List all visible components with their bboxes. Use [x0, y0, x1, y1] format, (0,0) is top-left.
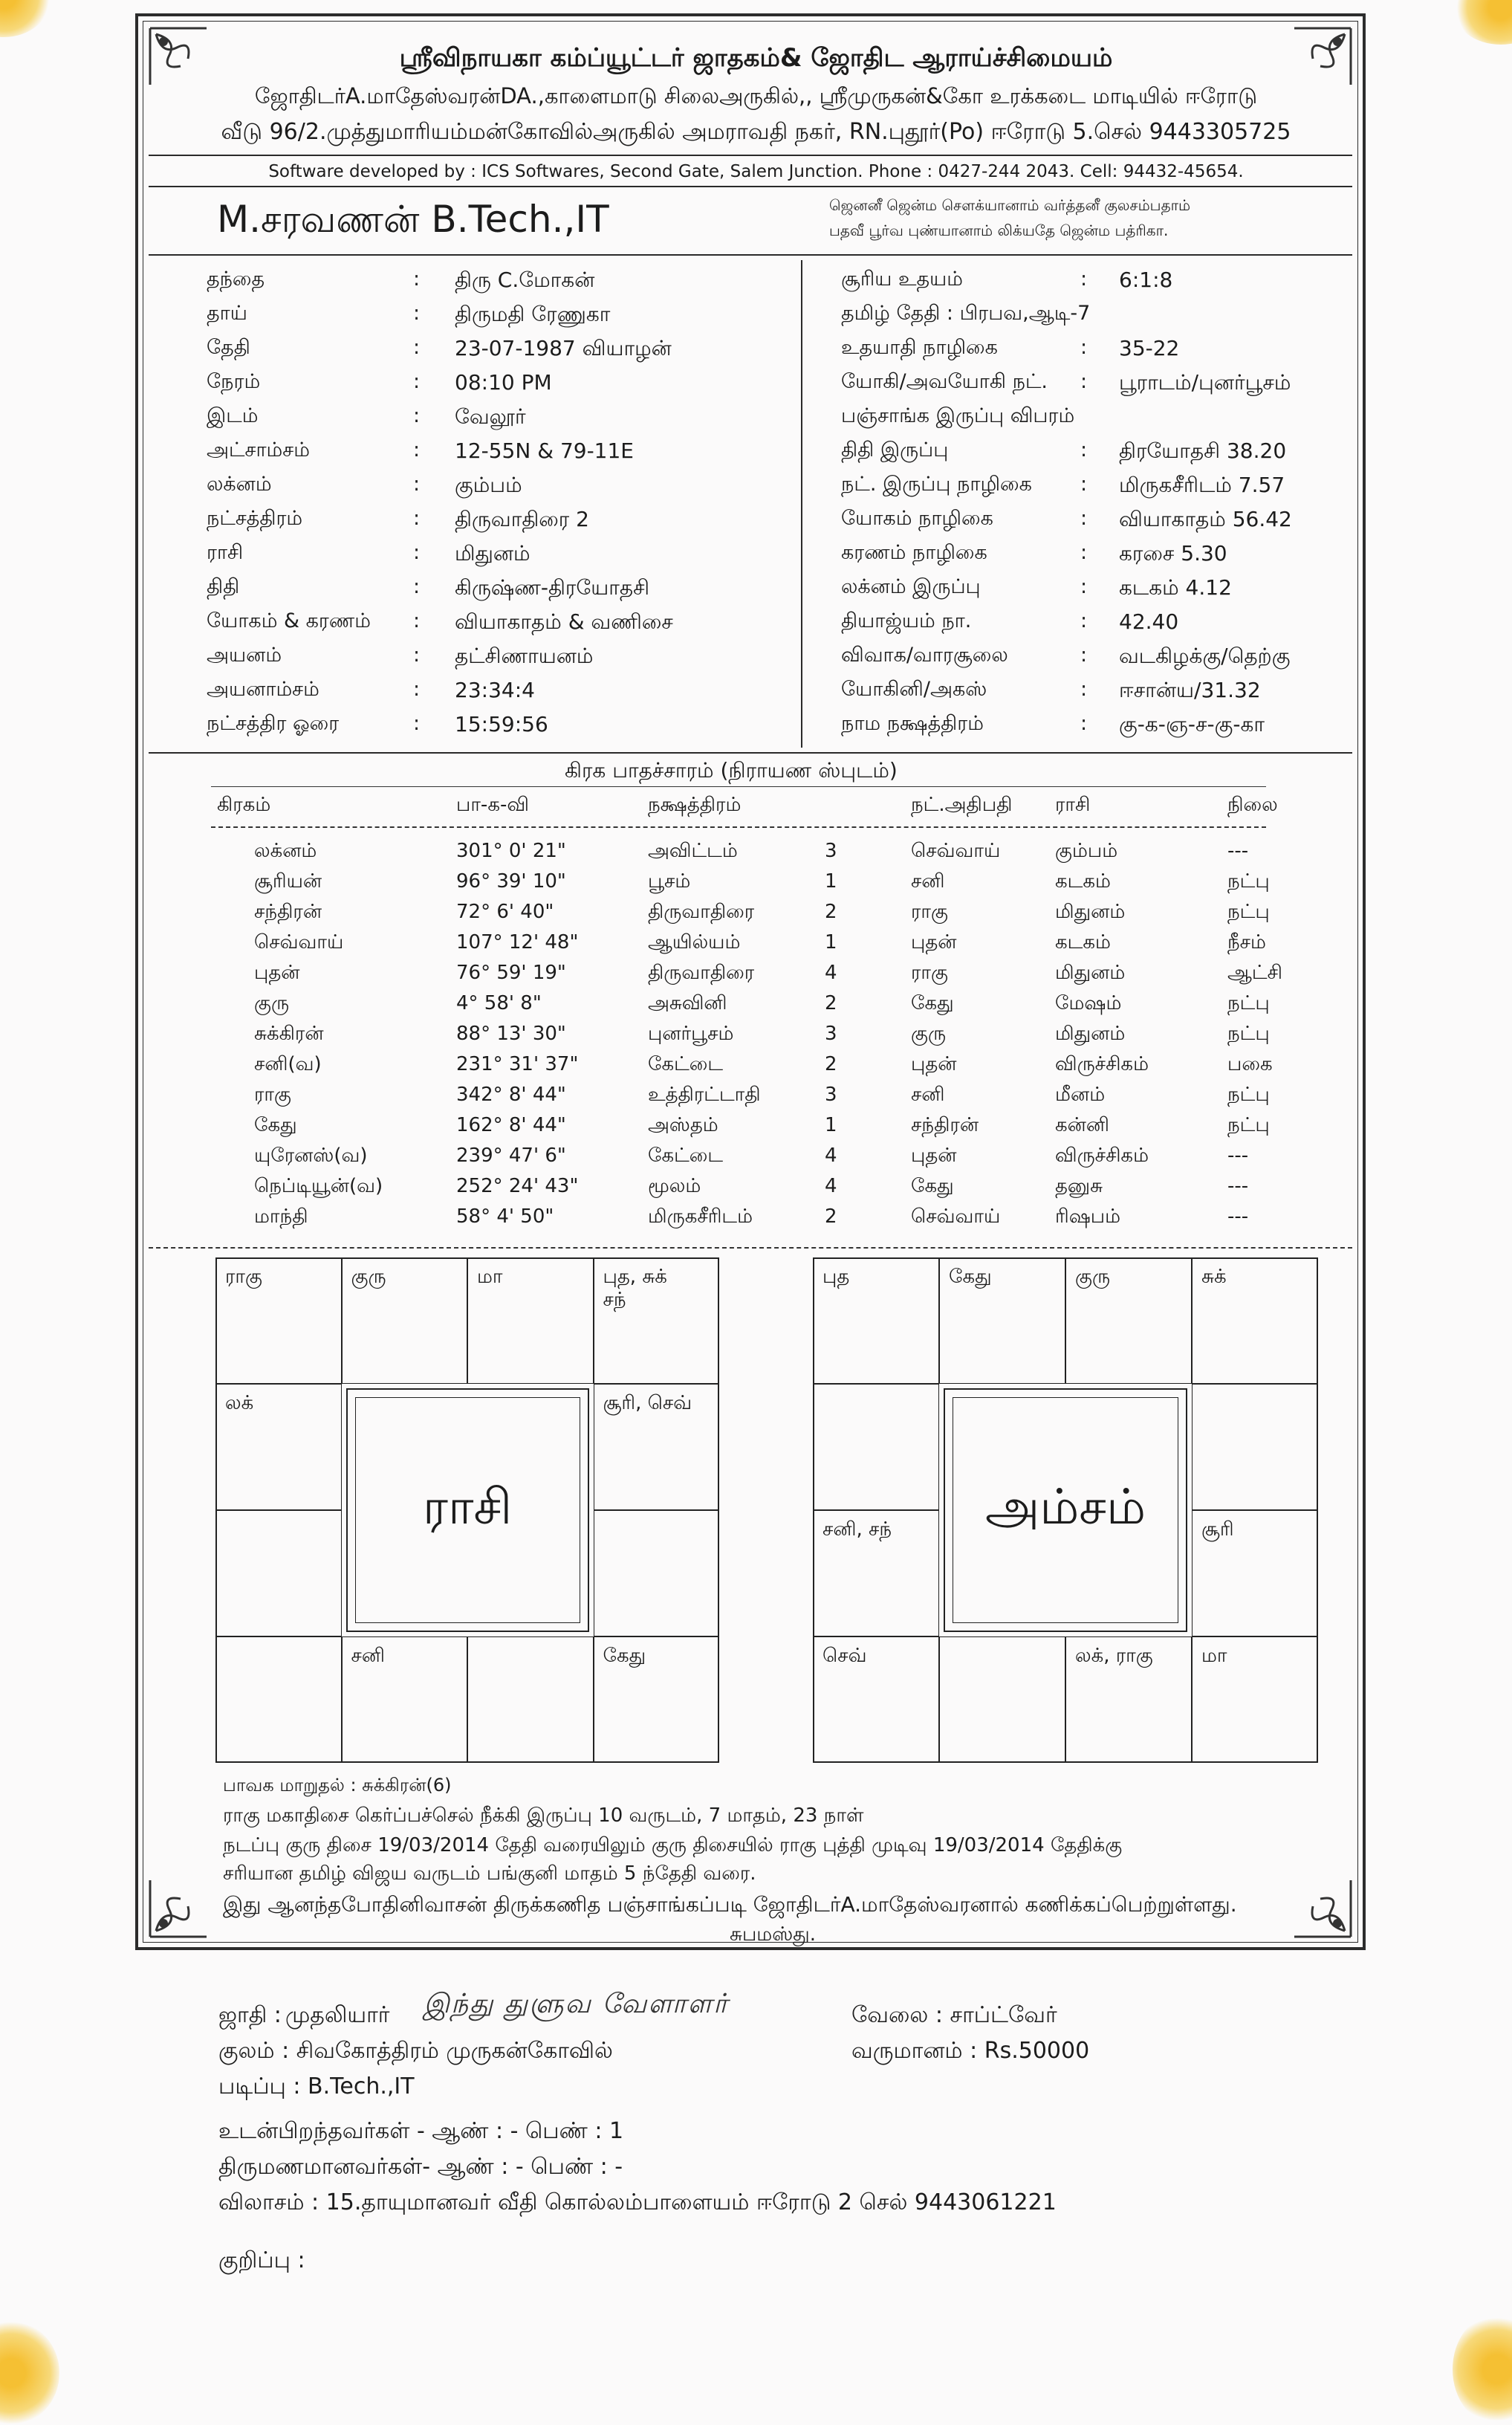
detail-value: வேலூர் [455, 404, 526, 429]
house-planets: புத, சுக் சந் [603, 1266, 667, 1312]
table-cell: மேஷம் [1055, 992, 1122, 1014]
table-cell: 107° 12' 48" [456, 931, 579, 954]
divider [149, 752, 1352, 754]
table-cell: குரு [911, 1023, 947, 1045]
detail-value: பூராடம்/புனர்பூசம் [1119, 370, 1291, 395]
detail-value: 15:59:56 [455, 712, 548, 736]
table-cell: விருச்சிகம் [1055, 1144, 1149, 1167]
detail-value: 35-22 [1119, 336, 1180, 360]
table-divider [149, 1247, 1352, 1249]
table-cell: விருச்சிகம் [1055, 1053, 1149, 1075]
table-cell: செவ்வாய் [254, 931, 344, 954]
address-line: வீடு 96/2.முத்துமாரியம்மன்கோவில்அருகில் அமராவதி நகர், RN.புதூர்(Po) ஈரோடு 5.செல் 9443305725 [221, 119, 1291, 145]
table-divider [211, 826, 1266, 828]
detail-separator: : [1080, 575, 1088, 598]
table-cell: கேது [911, 992, 954, 1014]
detail-label: இடம் [207, 404, 259, 427]
remarks-label: குறிப்பு : [218, 2247, 305, 2273]
chart-center [944, 1388, 1187, 1632]
detail-separator: : [1080, 712, 1088, 735]
house-planets: கேது [603, 1645, 646, 1667]
table-cell: கடகம் [1055, 870, 1111, 893]
chart-house [342, 1257, 468, 1384]
detail-separator: : [413, 609, 421, 632]
chart-house [594, 1257, 720, 1384]
table-cell: 4 [825, 962, 837, 984]
chart-house [215, 1384, 342, 1510]
chart-house [594, 1636, 720, 1763]
detail-separator: : [1080, 678, 1088, 701]
table-cell: புனர்பூசம் [648, 1023, 734, 1045]
detail-separator: : [1080, 473, 1088, 496]
table-cell: 3 [825, 1084, 837, 1106]
table-cell: --- [1227, 840, 1249, 862]
detail-label: தியாஜ்யம் நா. [841, 609, 972, 632]
table-cell: உத்திரட்டாதி [648, 1084, 761, 1106]
table-cell: 4° 58' 8" [456, 992, 542, 1014]
table-cell: 2 [825, 992, 837, 1014]
house-planets: லக் [225, 1392, 254, 1414]
table-cell: நட்பு [1227, 1084, 1270, 1106]
table-cell: மாந்தி [254, 1205, 308, 1228]
chart-house [813, 1257, 939, 1384]
table-cell: ஆயில்யம் [648, 931, 741, 954]
table-cell: ரிஷபம் [1055, 1205, 1121, 1228]
address: விலாசம் : 15.தாயுமானவர் வீதி கொல்லம்பாளையம் ஈரோடு 2 செல் 9443061221 [218, 2189, 1057, 2215]
detail-label: நேரம் [207, 370, 261, 393]
detail-value: திரயோதசி 38.20 [1119, 438, 1287, 463]
table-cell: மிதுனம் [1055, 901, 1126, 923]
kulam: குலம் : சிவகோத்திரம் முருகன்கோவில் [218, 2038, 613, 2064]
table-cell: கேது [911, 1175, 954, 1197]
table-cell: மூலம் [648, 1175, 701, 1197]
house-planets: சூரி [1201, 1518, 1234, 1541]
dasa-balance-note: ராகு மகாதிசை கெர்ப்பச்செல் நீக்கி இருப்பு 10 வருடம், 7 மாதம், 23 நாள் [223, 1804, 864, 1827]
astrologer-address-line: ஜோதிடர்A.மாதேஸ்வரன்DA.,காளைமாடு சிலைஅருகில்,, ஸ்ரீமுருகன்&கோ உரக்கடை மாடியில் ஈரோடு [254, 83, 1258, 109]
detail-label: நட். இருப்பு நாழிகை [841, 473, 1032, 496]
table-cell: செவ்வாய் [911, 1205, 1001, 1228]
column-header: நக்ஷத்திரம் [648, 794, 742, 816]
detail-label: பஞ்சாங்க இருப்பு விபரம் [841, 404, 1075, 427]
table-cell: 3 [825, 840, 837, 862]
detail-value: 23-07-1987 வியாழன் [455, 336, 672, 360]
detail-value: கடகம் 4.12 [1119, 575, 1232, 600]
table-cell: புதன் [911, 1053, 957, 1075]
table-cell: --- [1227, 1175, 1249, 1197]
house-planets: மா [1201, 1645, 1227, 1667]
detail-value: திரு C.மோகன் [455, 268, 595, 292]
column-header: ராசி [1055, 794, 1091, 816]
education: படிப்பு : B.Tech.,IT [218, 2073, 415, 2099]
table-cell: 58° 4' 50" [456, 1205, 554, 1228]
table-cell: புதன் [911, 1144, 957, 1167]
house-planets: செவ் [822, 1645, 867, 1667]
detail-value: கிருஷ்ண-திரயோதசி [455, 575, 650, 600]
table-cell: நட்பு [1227, 1114, 1270, 1136]
blessing-line-2: பதவீ பூர்வ புண்யானாம் லிக்யதே ஜென்ம பத்ரிகா. [829, 221, 1169, 239]
house-planets: புத [822, 1266, 850, 1288]
table-cell: கேட்டை [648, 1053, 724, 1075]
table-cell: --- [1227, 1205, 1249, 1228]
chart-house [1192, 1384, 1318, 1510]
detail-label: யோகி/அவயோகி நட். [841, 370, 1048, 393]
chart-house [467, 1636, 594, 1763]
table-cell: சனி [911, 870, 945, 893]
table-cell: பகை [1227, 1053, 1273, 1075]
detail-label: அயனம் [207, 644, 282, 667]
detail-separator: : [413, 438, 421, 462]
detail-value: ஈசான்ய/31.32 [1119, 678, 1261, 702]
table-cell: கன்னி [1055, 1114, 1109, 1136]
chart-house [813, 1636, 939, 1763]
detail-value: 23:34:4 [455, 678, 535, 702]
detail-separator: : [413, 712, 421, 735]
detail-label: திதி இருப்பு [841, 438, 949, 462]
column-header: கிரகம் [217, 794, 271, 816]
detail-value: வடகிழக்கு/தெற்கு [1119, 644, 1291, 668]
table-cell: நட்பு [1227, 992, 1270, 1014]
person-name: M.சரவணன் B.Tech.,IT [217, 198, 609, 241]
detail-separator: : [413, 678, 421, 701]
table-cell: ராகு [254, 1084, 291, 1106]
table-cell: மிதுனம் [1055, 1023, 1126, 1045]
chart-house [939, 1257, 1065, 1384]
table-cell: 342° 8' 44" [456, 1084, 566, 1106]
detail-label: தமிழ் தேதி : பிரபவ,ஆடி-7 [841, 302, 1091, 325]
corner-stain [1453, 2314, 1512, 2425]
detail-separator: : [1080, 609, 1088, 632]
table-cell: 252° 24' 43" [456, 1175, 579, 1197]
planet-table-title: கிரக பாதச்சாரம் (நிராயண ஸ்புடம்) [565, 758, 898, 783]
column-header: பா-க-வி [456, 794, 529, 816]
detail-value: கு-க-ஞ-ச-கு-கா [1119, 712, 1265, 736]
detail-separator: : [413, 473, 421, 496]
table-cell: சந்திரன் [254, 901, 322, 923]
table-cell: நட்பு [1227, 901, 1270, 923]
detail-separator: : [1080, 644, 1088, 667]
detail-separator: : [1080, 268, 1088, 291]
chart-house [1065, 1257, 1192, 1384]
divider [149, 155, 1352, 156]
detail-separator: : [413, 404, 421, 427]
house-planets: மா [477, 1266, 503, 1288]
detail-separator: : [413, 370, 421, 393]
table-cell: 72° 6' 40" [456, 901, 554, 923]
house-planets: சனி [351, 1645, 385, 1667]
table-cell: சனி(வ) [254, 1053, 322, 1075]
blessing-line-1: ஜெனனீ ஜென்ம சௌக்யானாம் வர்த்தனீ குலசம்பதாம் [829, 196, 1191, 214]
table-cell: கேட்டை [648, 1144, 724, 1167]
divider [149, 254, 1352, 256]
table-cell: கேது [254, 1114, 297, 1136]
detail-label: யோகம் & கரணம் [207, 609, 371, 632]
table-cell: சுக்கிரன் [254, 1023, 324, 1045]
detail-value: மிதுனம் [455, 541, 531, 566]
detail-label: தந்தை [207, 268, 265, 291]
corner-ornament-icon [1272, 1858, 1354, 1940]
detail-value: தட்சிணாயனம் [455, 644, 594, 668]
table-cell: 1 [825, 931, 837, 954]
chart-center [346, 1388, 589, 1632]
chart-house [215, 1510, 342, 1636]
detail-label: நாம நக்ஷத்திரம் [841, 712, 984, 735]
table-cell: லக்னம் [254, 840, 317, 862]
detail-label: அயனாம்சம் [207, 678, 319, 701]
detail-value: வியாகாதம் & வணிசை [455, 609, 673, 634]
table-cell: 4 [825, 1144, 837, 1167]
caste-handwritten: இந்து துளுவ வேளாளர் [424, 1989, 729, 2019]
detail-value: வியாகாதம் 56.42 [1119, 507, 1292, 531]
table-cell: 4 [825, 1175, 837, 1197]
job: வேலை : சாப்ட்வேர் [851, 2002, 1057, 2028]
chart-house [939, 1636, 1065, 1763]
chart-house [594, 1384, 720, 1510]
detail-value: கும்பம் [455, 473, 522, 497]
table-cell: 2 [825, 901, 837, 923]
table-cell: பூசம் [648, 870, 691, 893]
detail-separator: : [413, 575, 421, 598]
detail-label: தேதி [207, 336, 250, 359]
table-cell: திருவாதிரை [648, 901, 755, 923]
caste-label: ஜாதி : [218, 2002, 282, 2028]
detail-label: லக்னம் இருப்பு [841, 575, 981, 598]
table-cell: மிதுனம் [1055, 962, 1126, 984]
detail-label: உதயாதி நாழிகை [841, 336, 998, 359]
subham: சுபமஸ்து. [730, 1923, 816, 1946]
chart-house [1192, 1257, 1318, 1384]
detail-value: மிருகசீரிடம் 7.57 [1119, 473, 1285, 497]
siblings: உடன்பிறந்தவர்கள் - ஆண் : - பெண் : 1 [218, 2118, 624, 2144]
detail-separator: : [413, 302, 421, 325]
chart-house [467, 1257, 594, 1384]
detail-separator: : [413, 644, 421, 667]
detail-separator: : [413, 268, 421, 291]
chart-house [1192, 1510, 1318, 1636]
corner-ornament-icon [147, 1858, 229, 1940]
table-cell: நட்பு [1227, 870, 1270, 893]
married-siblings: திருமணமானவர்கள்- ஆண் : - பெண் : - [218, 2154, 623, 2180]
table-cell: மிருகசீரிடம் [648, 1205, 753, 1228]
table-cell: மீனம் [1055, 1084, 1106, 1106]
detail-label: யோகினி/அகஸ் [841, 678, 987, 701]
corner-stain [1453, 0, 1512, 45]
table-cell: கும்பம் [1055, 840, 1118, 862]
current-dasa-note: நடப்பு குரு திசை 19/03/2014 தேதி வரையிலும் குரு திசையில் ராகு புத்தி முடிவு 19/03/2014 தேதிக்கு [223, 1834, 1123, 1856]
house-planets: லக், ராகு [1075, 1645, 1153, 1667]
table-cell: செவ்வாய் [911, 840, 1001, 862]
details-column-divider [801, 260, 802, 748]
table-cell: அஸ்தம் [648, 1114, 718, 1136]
detail-separator: : [413, 336, 421, 359]
table-cell: புதன் [911, 931, 957, 954]
detail-value: 08:10 PM [455, 370, 552, 395]
table-cell: திருவாதிரை [648, 962, 755, 984]
bhava-change-note: பாவக மாறுதல் : சுக்கிரன்(6) [223, 1775, 452, 1796]
house-planets: ராகு [225, 1266, 262, 1288]
detail-label: அட்சாம்சம் [207, 438, 310, 462]
house-planets: குரு [351, 1266, 386, 1288]
detail-separator: : [1080, 336, 1088, 359]
detail-label: விவாக/வாரசூலை [841, 644, 1008, 667]
table-cell: --- [1227, 1144, 1249, 1167]
table-cell: புதன் [254, 962, 300, 984]
table-cell: 1 [825, 1114, 837, 1136]
detail-label: கரணம் நாழிகை [841, 541, 987, 564]
table-cell: 3 [825, 1023, 837, 1045]
detail-value: திருவாதிரை 2 [455, 507, 589, 531]
table-cell: ஆட்சி [1227, 962, 1282, 984]
table-cell: 88° 13' 30" [456, 1023, 566, 1045]
detail-label: நட்சத்திரம் [207, 507, 303, 530]
detail-separator: : [413, 541, 421, 564]
detail-separator: : [1080, 438, 1088, 462]
table-cell: 231° 31' 37" [456, 1053, 579, 1075]
table-cell: 2 [825, 1205, 837, 1228]
chart-house [215, 1636, 342, 1763]
table-cell: நெப்டியூன்(வ) [254, 1175, 383, 1197]
divider [149, 186, 1352, 187]
caste-value: முதலியார் [285, 2002, 390, 2028]
detail-value: 12-55N & 79-11E [455, 438, 634, 463]
calculation-footer: இது ஆனந்தபோதினிவாசன் திருக்கணித பஞ்சாங்கப்படி ஜோதிடர்A.மாதேஸ்வரனால் கணிக்கப்பெற்றுள்ளது. [223, 1892, 1237, 1917]
table-cell: குரு [254, 992, 290, 1014]
detail-label: யோகம் நாழிகை [841, 507, 993, 530]
house-planets: சுக் [1201, 1266, 1227, 1288]
table-cell: 1 [825, 870, 837, 893]
house-planets: கேது [949, 1266, 992, 1288]
table-cell: சந்திரன் [911, 1114, 979, 1136]
house-planets: சனி, சந் [822, 1518, 892, 1541]
chart-title: ராசி [422, 1478, 513, 1535]
chart-house [342, 1636, 468, 1763]
table-cell: நட்பு [1227, 1023, 1270, 1045]
divider [211, 786, 1266, 787]
table-cell: கடகம் [1055, 931, 1111, 954]
chart-house [813, 1510, 939, 1636]
detail-value: கரசை 5.30 [1119, 541, 1227, 566]
table-cell: அசுவினி [648, 992, 727, 1014]
chart-house [813, 1384, 939, 1510]
chart-title: அம்சம் [984, 1478, 1146, 1535]
chart-house [1065, 1636, 1192, 1763]
detail-label: நட்சத்திர ஓரை [207, 712, 340, 735]
corner-stain [0, 2321, 59, 2425]
institute-title: ஸ்ரீவிநாயகா கம்ப்யூட்டர் ஜாதகம்& ஜோதிட ஆராய்ச்சிமையம் [399, 43, 1113, 73]
chart-house [215, 1257, 342, 1384]
corner-stain [0, 0, 52, 37]
table-cell: 2 [825, 1053, 837, 1075]
detail-label: லக்னம் [207, 473, 272, 496]
table-cell: நீசம் [1227, 931, 1266, 954]
house-planets: சூரி, செவ் [603, 1392, 692, 1414]
income: வருமானம் : Rs.50000 [851, 2038, 1090, 2064]
table-cell: சூரியன் [254, 870, 322, 893]
table-cell: 301° 0' 21" [456, 840, 566, 862]
table-cell: சனி [911, 1084, 945, 1106]
column-header: நிலை [1227, 794, 1278, 816]
table-cell: ராகு [911, 901, 948, 923]
table-cell: 96° 39' 10" [456, 870, 566, 893]
column-header: நட்.அதிபதி [911, 794, 1013, 816]
table-cell: யுரேனஸ்(வ) [254, 1144, 368, 1167]
detail-label: தாய் [207, 302, 247, 325]
table-cell: அவிட்டம் [648, 840, 738, 862]
detail-value: 42.40 [1119, 609, 1179, 634]
detail-value: திருமதி ரேணுகா [455, 302, 611, 326]
detail-separator: : [1080, 541, 1088, 564]
detail-separator: : [1080, 370, 1088, 393]
table-cell: 76° 59' 19" [456, 962, 566, 984]
current-dasa-note-cont: சரியான தமிழ் விஜய வருடம் பங்குனி மாதம் 5 ந்தேதி வரை. [223, 1862, 756, 1885]
chart-house [1192, 1636, 1318, 1763]
detail-label: திதி [207, 575, 240, 598]
table-cell: ராகு [911, 962, 948, 984]
detail-label: சூரிய உதயம் [841, 268, 963, 291]
house-planets: குரு [1075, 1266, 1111, 1288]
detail-value: 6:1:8 [1119, 268, 1173, 292]
detail-separator: : [1080, 507, 1088, 530]
detail-separator: : [413, 507, 421, 530]
table-cell: தனுசு [1055, 1175, 1103, 1197]
software-credit: Software developed by : ICS Softwares, Second Gate, Salem Junction. Phone : 0427-244 2043. Cell: 94432-45654. [268, 162, 1244, 181]
chart-house [594, 1510, 720, 1636]
table-cell: 162° 8' 44" [456, 1114, 566, 1136]
table-cell: 239° 47' 6" [456, 1144, 566, 1167]
detail-label: ராசி [207, 541, 244, 564]
